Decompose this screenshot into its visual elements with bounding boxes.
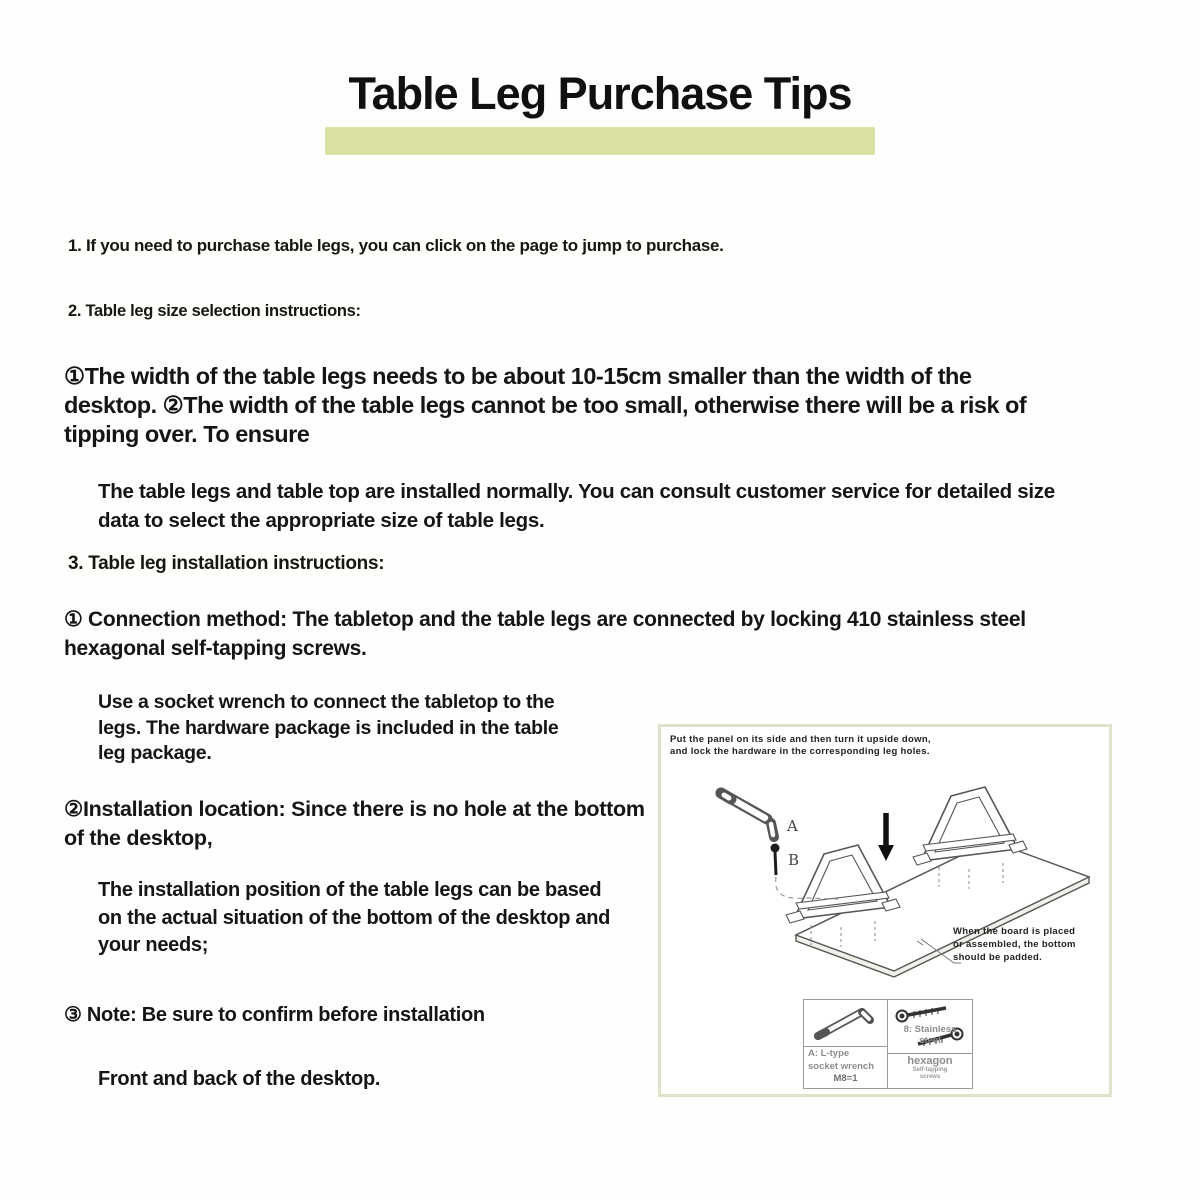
screw-label-line1: 8: Stainless	[903, 1024, 957, 1035]
screw-label-overlay	[888, 1024, 972, 1046]
consult-service-paragraph: The table legs and table top are installed normally. You can consult customer service for detailed size data to select the appropriate size of table legs.	[98, 480, 1055, 532]
title-highlight-bar	[325, 127, 875, 155]
label-b: B	[788, 851, 800, 869]
screw-label-line3: hexagon	[907, 1055, 953, 1067]
diagram-caption-line2: and lock the hardware in the corresponding leg holes.	[670, 746, 930, 757]
tip-3-heading: 3. Table leg installation instructions:	[68, 553, 385, 574]
socket-wrench-drawing	[721, 793, 774, 837]
screw-label-line4: Self-tapping	[912, 1066, 948, 1073]
screw-label-line2: steel	[919, 1035, 941, 1046]
installation-diagram-box	[658, 724, 1112, 1097]
size-selection-paragraph: ①The width of the table legs needs to be about 10-15cm smaller than the width of the desktop. ②The width of the table legs cannot be too small, otherwise there will be a risk of tipping over. To ensure	[64, 363, 1027, 447]
wrench-label-line1: A: L-type	[808, 1048, 850, 1059]
padding-note-line1: When the board is placed	[953, 926, 1076, 937]
wrench-thumbnail-icon	[804, 1000, 886, 1046]
socket-wrench-paragraph: Use a socket wrench to connect the tabletop to the legs. The hardware package is included in the table leg package.	[98, 691, 559, 764]
wrench-label-line2: socket wrench	[808, 1060, 874, 1072]
installation-location-paragraph: ②Installation location: Since there is no hole at the bottom of the desktop,	[64, 797, 645, 850]
screw-drawing	[771, 844, 780, 876]
tip-2-heading: 2. Table leg size selection instructions:	[68, 302, 361, 320]
hardware-screw-cell	[888, 1000, 972, 1088]
label-a: A	[787, 817, 798, 835]
down-arrow-icon	[878, 813, 894, 861]
front-back-paragraph: Front and back of the desktop.	[98, 1068, 381, 1090]
tip-1-text: 1. If you need to purchase table legs, you can click on the page to jump to purchase.	[68, 236, 724, 255]
screw-label-line5: screws	[919, 1073, 941, 1080]
confirm-note-paragraph: ③ Note: Be sure to confirm before installation	[64, 1004, 485, 1026]
padding-note-line2: or assembled, the bottom	[953, 939, 1076, 950]
hardware-wrench-cell	[804, 1000, 888, 1088]
connection-method-paragraph: ① Connection method: The tabletop and the table legs are connected by locking 410 stainless steel hexagonal self-tapping screws.	[64, 608, 1026, 660]
hardware-parts-table	[803, 999, 973, 1089]
page-title: Table Leg Purchase Tips	[348, 68, 852, 119]
wrench-label-qty: M8=1	[833, 1073, 858, 1084]
installation-position-paragraph: The installation position of the table legs can be based on the actual situation of the bottom of the desktop and your needs;	[98, 879, 611, 956]
diagram-caption-line1: Put the panel on its side and then turn it upside down,	[670, 734, 931, 745]
padding-note	[953, 925, 1093, 964]
padding-note-line3: should be padded.	[953, 952, 1043, 963]
